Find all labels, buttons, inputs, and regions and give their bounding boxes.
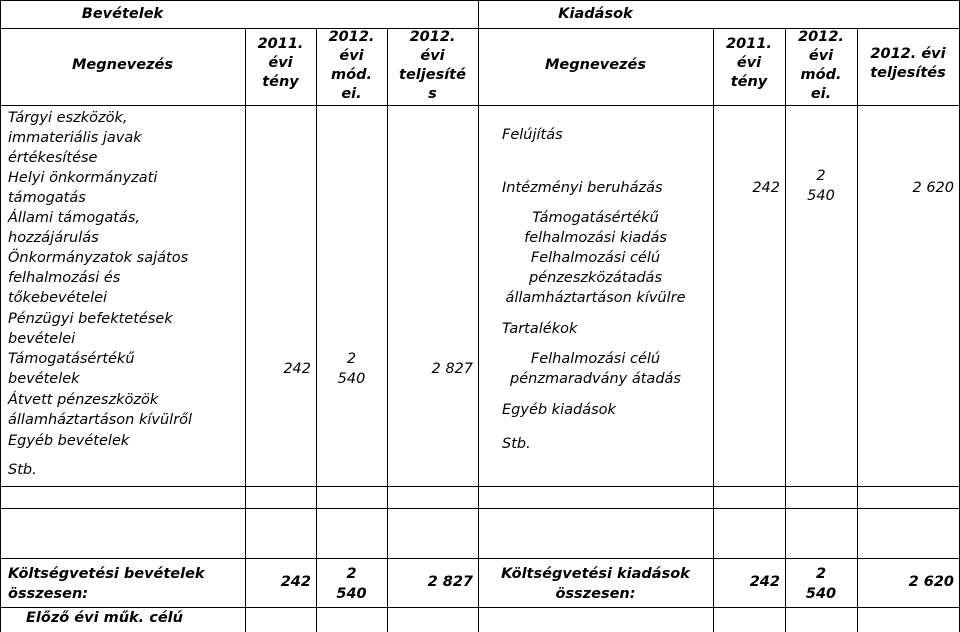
- income-section-title: Bevételek: [81, 6, 164, 22]
- expense-total-label: Költségvetési kiadások összesen:: [501, 566, 690, 602]
- expense-total-2011: 242: [749, 574, 780, 590]
- grid-line: [316, 28, 317, 632]
- income-col-2012-perf: 2012. évi teljesíté s: [399, 29, 466, 102]
- grid-line: [0, 558, 960, 559]
- income-row-name: Támogatásértékű bevételek: [8, 351, 135, 387]
- expense-col-2011: 2011. évi tény: [726, 36, 772, 90]
- expense-col-name: Megnevezés: [545, 57, 646, 73]
- expense-total-2012-perf: 2 620: [908, 574, 954, 590]
- grid-line: [245, 28, 246, 632]
- expense-row-name: Tartalékok: [502, 321, 578, 337]
- income-col-2011: 2011. évi tény: [257, 36, 304, 90]
- expense-value-2012-mod: 2 540: [807, 168, 835, 204]
- expense-value-2012-perf: 2 620: [912, 180, 954, 196]
- grid-line: [0, 0, 960, 1]
- grid-line: [0, 105, 960, 106]
- income-row-name: Stb.: [8, 462, 37, 478]
- income-total-2012-perf: 2 827: [427, 574, 473, 590]
- income-value-2011: 242: [283, 361, 311, 377]
- income-total-label: Költségvetési bevételek összesen:: [8, 566, 205, 602]
- expense-section-title: Kiadások: [558, 6, 633, 22]
- income-value-2012-perf: 2 827: [431, 361, 473, 377]
- expense-row-name: Stb.: [502, 436, 531, 452]
- grid-line: [387, 28, 388, 632]
- income-total-2012-mod: 2 540: [336, 566, 367, 602]
- expense-row-name: Támogatásértékű felhalmozási kiadás: [524, 210, 667, 246]
- income-row-name: Tárgyi eszközök, immateriális javak értékesítése: [8, 110, 142, 166]
- income-row-name: Pénzügyi befektetések bevételei: [8, 311, 173, 347]
- expense-col-2012-mod: 2012. évi mód. ei.: [798, 29, 844, 102]
- expense-row-name: Egyéb kiadások: [502, 402, 616, 418]
- grid-line: [857, 28, 858, 632]
- income-row-name: Átvett pénzeszközök államháztartáson kívülről: [8, 392, 193, 428]
- expense-row-name: Intézményi beruházás: [502, 180, 663, 196]
- grid-line: [0, 486, 960, 487]
- expense-col-2012-perf: 2012. évi teljesítés: [870, 46, 946, 81]
- grid-line: [478, 0, 479, 632]
- income-row-name: Önkormányzatok sajátos felhalmozási és tőkebevételei: [8, 250, 189, 306]
- grid-line: [713, 28, 714, 632]
- income-total-2011: 242: [280, 574, 311, 590]
- income-prev-label: Előző évi műk. célú: [26, 610, 183, 626]
- expense-row-name: Felújítás: [502, 127, 563, 143]
- grid-line: [0, 0, 1, 632]
- income-col-2012-mod: 2012. évi mód. ei.: [328, 29, 375, 102]
- expense-total-2012-mod: 2 540: [805, 566, 837, 602]
- expense-row-name: Felhalmozási célú pénzeszközátadás államháztartáson kívülre: [505, 250, 686, 306]
- grid-line: [785, 28, 786, 632]
- income-col-name: Megnevezés: [72, 57, 173, 73]
- grid-line: [0, 508, 960, 509]
- expense-row-name: Felhalmozási célú pénzmaradvány átadás: [510, 351, 681, 387]
- income-row-name: Állami támogatás, hozzájárulás: [8, 210, 141, 246]
- income-value-2012-mod: 2 540: [337, 351, 366, 387]
- income-row-name: Egyéb bevételek: [8, 433, 130, 449]
- income-row-name: Helyi önkormányzati támogatás: [8, 170, 158, 206]
- expense-value-2011: 242: [752, 180, 780, 196]
